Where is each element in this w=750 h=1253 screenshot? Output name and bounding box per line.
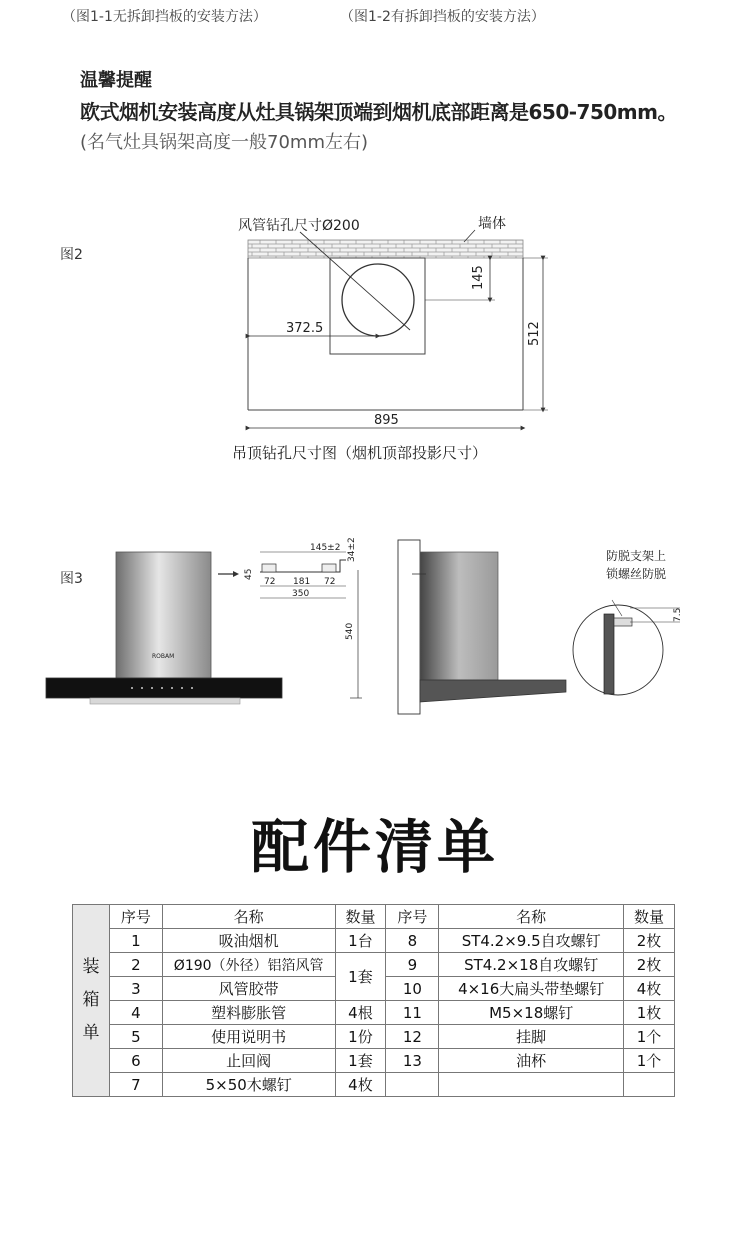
tip-main-text: 欧式烟机安装高度从灶具锅架顶端到烟机底部距离是650-750mm。	[80, 100, 677, 124]
dim-72a: 72	[264, 577, 276, 587]
hood-installation-diagram	[0, 530, 750, 730]
table-header-row	[73, 905, 675, 929]
wall-hatch	[248, 240, 523, 258]
header-no-2: 序号	[386, 905, 439, 929]
header-qty: 数量	[335, 905, 386, 929]
wall-label: 墙体	[478, 216, 506, 232]
dim-181: 181	[293, 577, 311, 587]
side-wall	[398, 540, 420, 714]
fig1-2-caption: （图1-2有拆卸挡板的安装方法）	[340, 9, 545, 25]
table-row: 1 吸油烟机 1台 8 ST4.2×9.5自攻螺钉 2枚	[73, 929, 675, 953]
packing-list-side-label: 装 箱 单	[73, 905, 110, 1097]
table-row: 6 止回阀 1套 13 油杯 1个	[73, 1049, 675, 1073]
dim-350: 350	[292, 589, 310, 599]
fig2-label: 图2	[60, 247, 83, 263]
dim-895: 895	[374, 413, 399, 428]
dim-7-5: 7.5	[673, 607, 683, 622]
dim-512: 512	[527, 321, 542, 346]
hood-glass-panel	[46, 678, 282, 698]
table-row: 4 塑料膨胀管 4根 11 M5×18螺钉 1枚	[73, 1001, 675, 1025]
dim-45: 45	[244, 568, 254, 580]
dim-540: 540	[345, 622, 355, 640]
side-hood-body	[420, 680, 566, 702]
table-row: 2 Ø190（外径）铝箔风管 1套 9 ST4.2×18自攻螺钉 2枚	[73, 953, 675, 977]
anti-label-line2: 锁螺丝防脱	[606, 567, 667, 581]
table-row: 3 风管胶带 10 4×16大扁头带垫螺钉 4枚	[73, 977, 675, 1001]
tip-heading: 温馨提醒	[80, 70, 152, 91]
anti-label-line1: 防脱支架上	[606, 549, 667, 563]
table-row: 5 使用说明书 1份 12 挂脚 1个	[73, 1025, 675, 1049]
side-chimney	[420, 552, 498, 680]
dim-372-5: 372.5	[286, 321, 324, 336]
hood-brand: ROBAM	[152, 653, 175, 660]
fig1-1-caption: （图1-1无拆卸挡板的安装方法）	[62, 9, 267, 25]
dim-145: 145	[471, 265, 486, 290]
tip-sub-text: (名气灶具锅架高度一般70mm左右)	[80, 132, 369, 153]
dim-72b: 72	[324, 577, 336, 587]
table-row: 7 5×50木螺钉 4枚	[73, 1073, 675, 1097]
header-name-2: 名称	[439, 905, 624, 929]
dim-34-2: 34±2	[347, 537, 357, 562]
fig2-caption: 吊顶钻孔尺寸图（烟机顶部投影尺寸）	[232, 444, 488, 462]
duct-hole-circle	[342, 264, 414, 336]
header-name: 名称	[162, 905, 335, 929]
header-qty-2: 数量	[624, 905, 675, 929]
header-no: 序号	[109, 905, 162, 929]
parts-list-title: 配件清单	[250, 813, 499, 881]
fig3-label: 图3	[60, 571, 83, 587]
ceiling-hole-diagram	[0, 200, 750, 470]
duct-hole-label: 风管钻孔尺寸Ø200	[238, 218, 360, 234]
dim-145-2: 145±2	[310, 543, 341, 553]
parts-table	[72, 904, 675, 1097]
